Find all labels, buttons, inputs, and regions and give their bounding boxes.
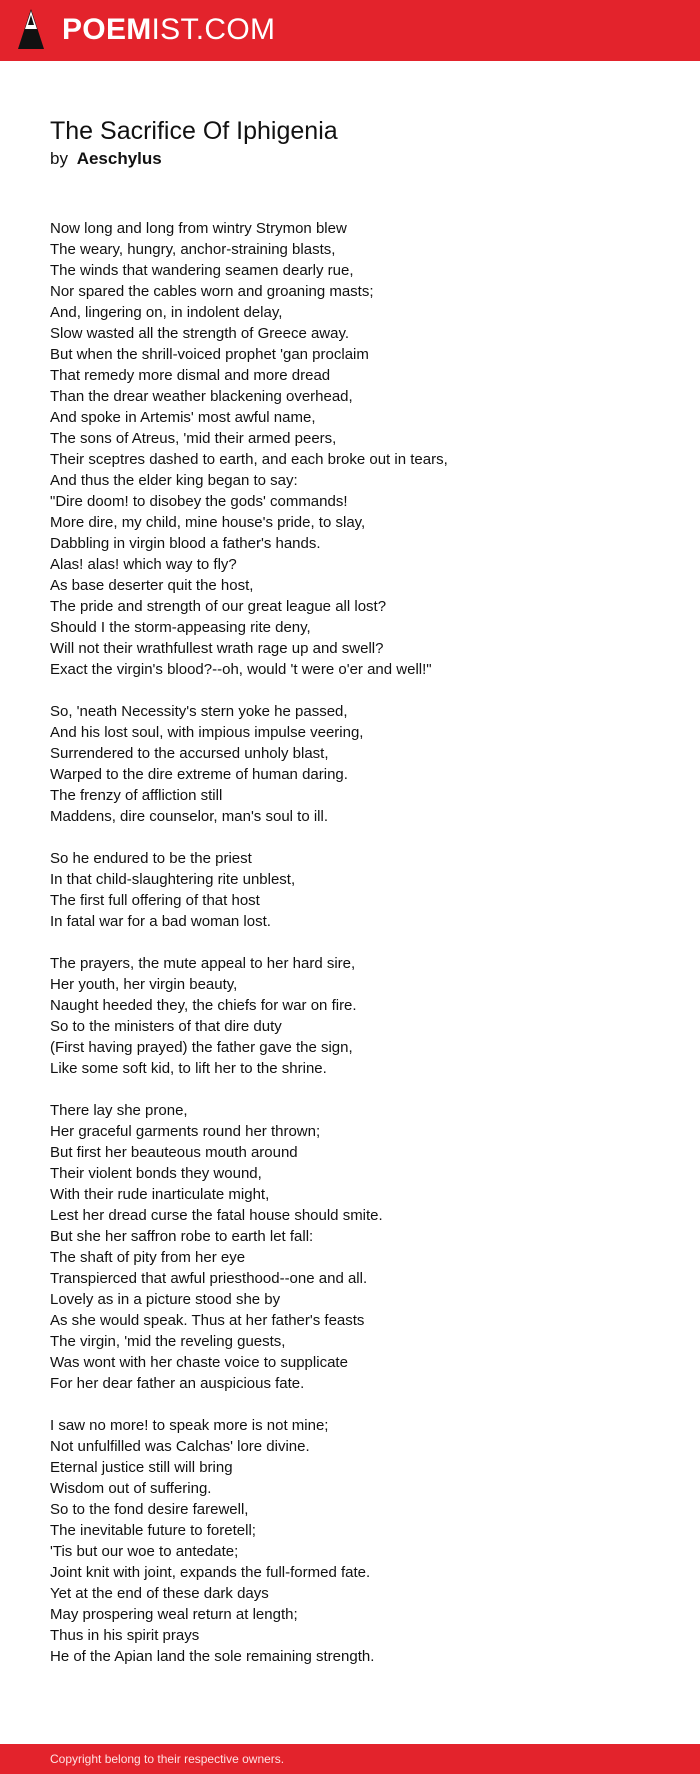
poem-line: Thus in his spirit prays [50,1627,200,1644]
poem-line: 'Tis but our woe to antedate; [50,1543,239,1560]
poem-line: But first her beauteous mouth around [50,1144,298,1161]
poem-line: He of the Apian land the sole remaining strength. [50,1648,375,1665]
poem-line: "Dire doom! to disobey the gods' commands! [50,493,348,510]
site-logo-text[interactable] [62,9,275,51]
poem-stanza [50,701,670,827]
poem-line: I saw no more! to speak more is not mine; [50,1417,329,1434]
poem-body [50,218,670,1688]
pen-nib-logo-icon[interactable] [18,9,44,51]
poem-line: Her graceful garments round her thrown; [50,1123,321,1140]
poem-line: The prayers, the mute appeal to her hard sire, [50,955,356,972]
brand-bold-text: POEM [62,13,152,46]
poem-line: But when the shrill-voiced prophet 'gan proclaim [50,346,369,363]
poem-line: As she would speak. Thus at her father's feasts [50,1312,365,1329]
poem-line: But she her saffron robe to earth let fall: [50,1228,314,1245]
poem-line: Eternal justice still will bring [50,1459,233,1476]
poem-stanza [50,1100,670,1394]
poem-line: The frenzy of affliction still [50,787,223,804]
by-label: by [50,149,68,168]
poem-line: May prospering weal return at length; [50,1606,298,1623]
poem-line: Their violent bonds they wound, [50,1165,262,1182]
author-link[interactable]: Aeschylus [76,149,162,168]
poem-stanza [50,1415,670,1667]
poem-line: With their rude inarticulate might, [50,1186,270,1203]
poem-line: The inevitable future to foretell; [50,1522,256,1539]
poem-line: And spoke in Artemis' most awful name, [50,409,316,426]
poem-line: Nor spared the cables worn and groaning masts; [50,283,374,300]
poem-line: More dire, my child, mine house's pride, to slay, [50,514,366,531]
poem-line: In that child-slaughtering rite unblest, [50,871,296,888]
poem-line: Was wont with her chaste voice to supplicate [50,1354,348,1371]
poem-line: Dabbling in virgin blood a father's hands. [50,535,321,552]
poem-title: The Sacrifice Of Iphigenia [50,117,338,145]
poem-line: There lay she prone, [50,1102,188,1119]
poem-line: Lest her dread curse the fatal house should smite. [50,1207,383,1224]
poem-line: So he endured to be the priest [50,850,252,867]
poem-line: Alas! alas! which way to fly? [50,556,237,573]
poem-line: The pride and strength of our great league all lost? [50,598,387,615]
poem-line: Will not their wrathfullest wrath rage up and swell? [50,640,384,657]
poem-line: Now long and long from wintry Strymon blew [50,220,347,237]
poem-line: Yet at the end of these dark days [50,1585,269,1602]
poem-stanza [50,848,670,932]
poem-line: Joint knit with joint, expands the full-formed fate. [50,1564,371,1581]
poem-line: Wisdom out of suffering. [50,1480,212,1497]
site-footer [0,1744,700,1774]
poem-line: The shaft of pity from her eye [50,1249,246,1266]
poem-stanza [50,218,670,680]
poem-line: Surrendered to the accursed unholy blast, [50,745,329,762]
poem-line: That remedy more dismal and more dread [50,367,331,384]
poem-byline [50,147,162,171]
poem-line: So to the ministers of that dire duty [50,1018,282,1035]
poem-line: (First having prayed) the father gave the sign, [50,1039,353,1056]
poem-stanza [50,953,670,1079]
poem-line: So, 'neath Necessity's stern yoke he passed, [50,703,348,720]
poem-line: The winds that wandering seamen dearly rue, [50,262,354,279]
poem-line: Naught heeded they, the chiefs for war on fire. [50,997,357,1014]
poem-line: The weary, hungry, anchor-straining blasts, [50,241,336,258]
brand-light-text: IST.COM [151,13,276,46]
poem-line: Slow wasted all the strength of Greece away. [50,325,350,342]
poem-line: Than the drear weather blackening overhead, [50,388,353,405]
poem-line: Not unfulfilled was Calchas' lore divine. [50,1438,310,1455]
poem-line: And, lingering on, in indolent delay, [50,304,283,321]
poem-line: So to the fond desire farewell, [50,1501,249,1518]
poem-line: And thus the elder king began to say: [50,472,298,489]
poem-line: Transpierced that awful priesthood--one and all. [50,1270,368,1287]
poem-line: Should I the storm-appeasing rite deny, [50,619,311,636]
poem-line: As base deserter quit the host, [50,577,254,594]
poem-line: Maddens, dire counselor, man's soul to ill. [50,808,329,825]
poem-line: Her youth, her virgin beauty, [50,976,238,993]
poem-line: Their sceptres dashed to earth, and each broke out in tears, [50,451,448,468]
poem-line: The sons of Atreus, 'mid their armed peers, [50,430,337,447]
poem-line: Warped to the dire extreme of human daring. [50,766,348,783]
site-header [0,0,700,61]
poem-line: For her dear father an auspicious fate. [50,1375,305,1392]
poem-line: And his lost soul, with impious impulse veering, [50,724,364,741]
poem-line: The virgin, 'mid the reveling guests, [50,1333,286,1350]
copyright-text: Copyright belong to their respective owners. [50,1752,285,1766]
poem-line: Like some soft kid, to lift her to the shrine. [50,1060,327,1077]
poem-line: In fatal war for a bad woman lost. [50,913,271,930]
poem-line: Lovely as in a picture stood she by [50,1291,281,1308]
poem-line: The first full offering of that host [50,892,260,909]
poem-line: Exact the virgin's blood?--oh, would 't were o'er and well!" [50,661,432,678]
